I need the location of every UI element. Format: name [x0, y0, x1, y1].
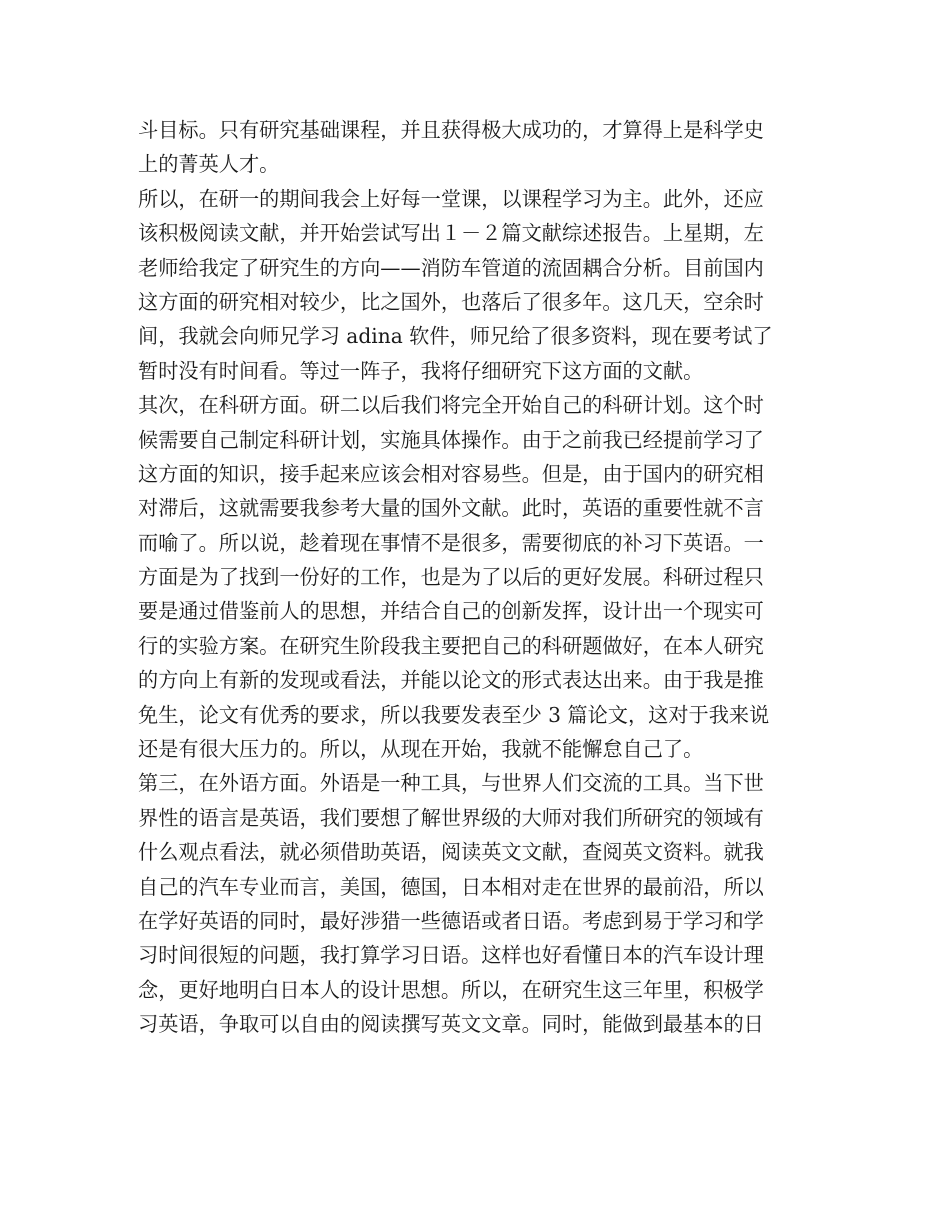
- text-line-9: 其次，在科研方面。研二以后我们将完全开始自己的科研计划。这个时: [138, 393, 764, 418]
- text-line-10: 候需要自己制定科研计划，实施具体操作。由于之前我已经提前学习了: [138, 427, 764, 452]
- body-text: [138, 113, 814, 1042]
- text-line-6: 这方面的研究相对较少，比之国外，也落后了很多年。这几天，空余时: [138, 289, 764, 314]
- text-line-18: 免生，论文有优秀的要求，所以我要发表至少 3 篇论文，这对于我来说: [138, 702, 770, 727]
- text-line-26: 念，更好地明白日本人的设计思想。所以，在研究生这三年里，积极学: [138, 977, 764, 1002]
- text-line-23: 自己的汽车专业而言，美国，德国，日本相对走在世界的最前沿，所以: [138, 874, 764, 899]
- text-line-21: 界性的语言是英语，我们要想了解世界级的大师对我们所研究的领域有: [138, 805, 764, 830]
- text-line-3: 所以，在研一的期间我会上好每一堂课，以课程学习为主。此外，还应: [138, 186, 764, 211]
- text-line-13: 而喻了。所以说，趁着现在事情不是很多，需要彻底的补习下英语。一: [138, 530, 764, 555]
- text-line-14: 方面是为了找到一份好的工作，也是为了以后的更好发展。科研过程只: [138, 565, 764, 590]
- text-line-24: 在学好英语的同时，最好涉猎一些德语或者日语。考虑到易于学习和学: [138, 908, 764, 933]
- text-line-5: 老师给我定了研究生的方向——消防车管道的流固耦合分析。目前国内: [138, 255, 764, 280]
- text-line-16: 行的实验方案。在研究生阶段我主要把自己的科研题做好，在本人研究: [138, 633, 764, 658]
- text-line-19: 还是有很大压力的。所以，从现在开始，我就不能懈怠自己了。: [138, 737, 704, 762]
- text-line-11: 这方面的知识，接手起来应该会相对容易些。但是，由于国内的研究相: [138, 461, 764, 486]
- text-line-25: 习时间很短的问题，我打算学习日语。这样也好看懂日本的汽车设计理: [138, 943, 764, 968]
- text-line-15: 要是通过借鉴前人的思想，并结合自己的创新发挥，设计出一个现实可: [138, 599, 764, 624]
- text-line-27: 习英语，争取可以自由的阅读撰写英文文章。同时，能做到最基本的日: [138, 1012, 764, 1037]
- text-line-12: 对滞后，这就需要我参考大量的国外文献。此时，英语的重要性就不言: [138, 496, 764, 521]
- text-line-8: 暂时没有时间看。等过一阵子，我将仔细研究下这方面的文献。: [138, 358, 704, 383]
- text-line-2: 上的菁英人才。: [138, 152, 280, 177]
- text-line-4: 该积极阅读文献，并开始尝试写出１－２篇文献综述报告。上星期，左: [138, 221, 764, 246]
- text-line-1: 斗目标。只有研究基础课程，并且获得极大成功的，才算得上是科学史: [138, 118, 764, 142]
- text-line-17: 的方向上有新的发现或看法，并能以论文的形式表达出来。由于我是推: [138, 668, 764, 693]
- text-line-22: 什么观点看法，就必须借助英语，阅读英文文献，查阅英文资料。就我: [138, 840, 764, 865]
- text-line-7: 间，我就会向师兄学习 adina 软件，师兄给了很多资料，现在要考试了: [138, 324, 773, 349]
- text-line-20: 第三，在外语方面。外语是一种工具，与世界人们交流的工具。当下世: [138, 771, 764, 796]
